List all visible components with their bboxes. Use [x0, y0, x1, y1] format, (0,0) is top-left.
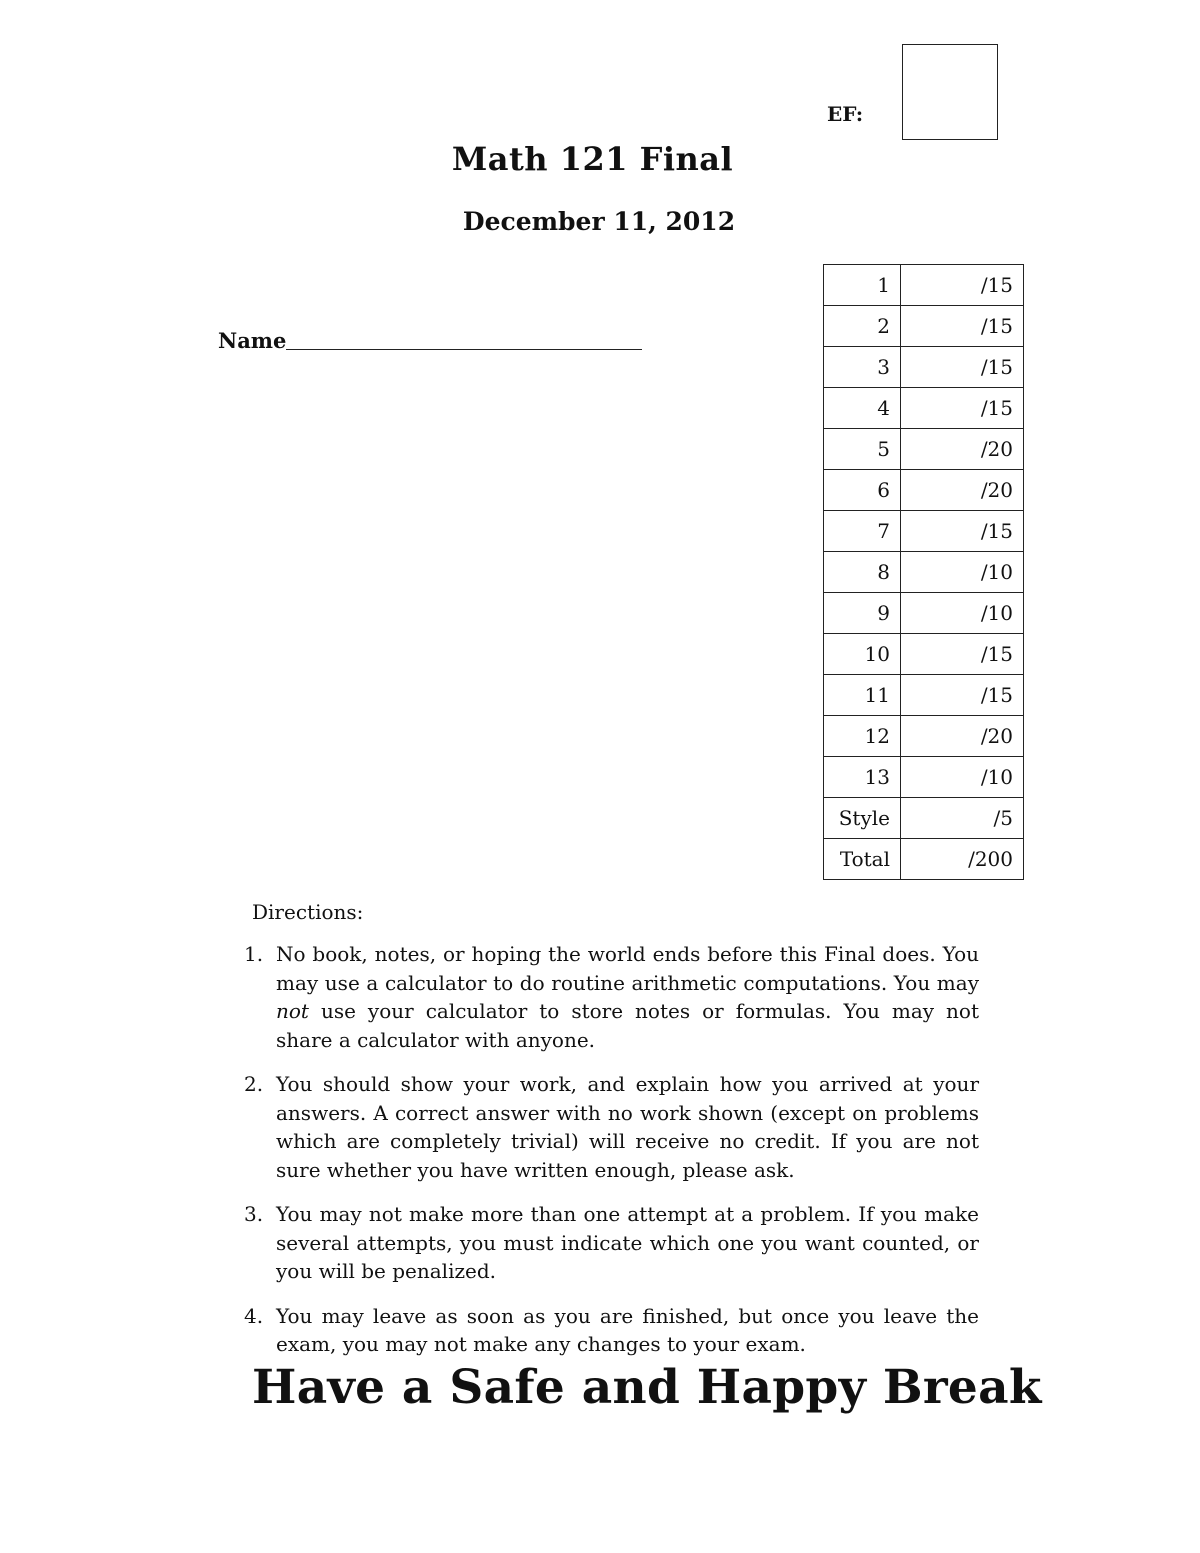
score-row: [824, 429, 1024, 470]
score-row: [824, 511, 1024, 552]
direction-text: You may leave as soon as you are finished, but once you leave the exam, you may not make any changes to your exam.: [276, 1303, 979, 1356]
direction-item: [244, 1200, 979, 1286]
direction-item: [244, 1302, 979, 1359]
exam-title: Math 121 Final: [451, 140, 734, 178]
score-points[interactable]: /20: [901, 429, 1024, 470]
score-question: 10: [824, 634, 901, 675]
direction-number: 1.: [244, 942, 264, 966]
score-points[interactable]: /15: [901, 511, 1024, 552]
score-row: [824, 388, 1024, 429]
score-points[interactable]: /200: [901, 839, 1024, 880]
score-points[interactable]: /20: [901, 716, 1024, 757]
score-question: 9: [824, 593, 901, 634]
score-question: 4: [824, 388, 901, 429]
name-field: [218, 328, 642, 353]
direction-text-after: use your calculator to store notes or formulas. You may not share a calculator with anyone.: [276, 999, 979, 1052]
score-points[interactable]: /5: [901, 798, 1024, 839]
score-row: [824, 306, 1024, 347]
exam-date: December 11, 2012: [462, 207, 736, 236]
direction-text: You should show your work, and explain how you arrived at your answers. A correct answer with no work shown (except on problems which are completely trivial) will receive no credit. If you are not sure whether you have written enough, please ask.: [276, 1072, 979, 1182]
score-table: [823, 264, 1024, 880]
score-row: [824, 634, 1024, 675]
score-question: 5: [824, 429, 901, 470]
score-question: 2: [824, 306, 901, 347]
score-question: 13: [824, 757, 901, 798]
score-row: [824, 265, 1024, 306]
score-question: 7: [824, 511, 901, 552]
score-points[interactable]: /15: [901, 634, 1024, 675]
directions-heading: Directions:: [252, 900, 364, 924]
direction-item: [244, 940, 979, 1054]
score-points[interactable]: /15: [901, 347, 1024, 388]
score-row: [824, 347, 1024, 388]
direction-number: 2.: [244, 1072, 264, 1096]
direction-number: 4.: [244, 1303, 264, 1328]
score-question: 11: [824, 675, 901, 716]
score-row: [824, 552, 1024, 593]
score-row: [824, 757, 1024, 798]
score-points[interactable]: /15: [901, 388, 1024, 429]
score-points[interactable]: /20: [901, 470, 1024, 511]
closing-message: Have a Safe and Happy Break: [252, 1360, 1042, 1415]
score-row: [824, 798, 1024, 839]
score-row: [824, 716, 1024, 757]
score-row: [824, 470, 1024, 511]
score-points[interactable]: /10: [901, 593, 1024, 634]
score-points[interactable]: /15: [901, 306, 1024, 347]
score-question: Total: [824, 839, 901, 880]
score-question: 12: [824, 716, 901, 757]
name-label: Name: [218, 328, 287, 353]
direction-text: You may not make more than one attempt at a problem. If you make several attempts, you must indicate which one you want counted, or you will be penalized.: [276, 1202, 979, 1283]
direction-emphasis: not: [276, 999, 309, 1023]
name-line[interactable]: [286, 349, 642, 350]
score-question: 3: [824, 347, 901, 388]
direction-text: No book, notes, or hoping the world ends before this Final does. You may use a calculator to do routine arithmetic computations. You may: [276, 942, 979, 995]
score-points[interactable]: /15: [901, 265, 1024, 306]
direction-number: 3.: [244, 1202, 264, 1226]
direction-item: [244, 1070, 979, 1184]
score-question: 1: [824, 265, 901, 306]
score-points[interactable]: /10: [901, 552, 1024, 593]
score-points[interactable]: /15: [901, 675, 1024, 716]
score-row: [824, 675, 1024, 716]
ef-label: EF:: [827, 102, 864, 126]
score-question: 8: [824, 552, 901, 593]
score-points[interactable]: /10: [901, 757, 1024, 798]
score-row: [824, 593, 1024, 634]
score-question: Style: [824, 798, 901, 839]
directions-list: [244, 940, 979, 1375]
score-question: 6: [824, 470, 901, 511]
score-row: [824, 839, 1024, 880]
ef-score-box[interactable]: [902, 44, 998, 140]
